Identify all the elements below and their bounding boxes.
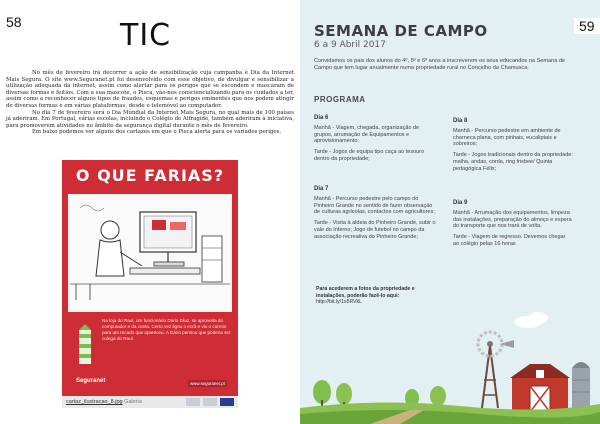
pisca-mascot-icon xyxy=(76,324,94,368)
day-item: Manhã - Percurso pedestre em ambiente de charneca plana, com pinhais, eucaliptais e sobreiros; xyxy=(453,127,561,148)
footer-note: Para acederem a fotos da propriedade e instalações, poderão fazê-lo aqui: xyxy=(316,286,415,299)
page-number-left: 58 xyxy=(6,14,22,30)
poster-filename-link[interactable]: cartaz_ilustracao_8.jpg xyxy=(66,399,123,405)
day-label: Dia 9 xyxy=(453,200,468,206)
event-date: 6 a 9 Abril 2017 xyxy=(314,40,386,50)
article-paragraph: Em baixo podemos ver alguns dos cartazes em que o Pisca alerta para os variados perigos. xyxy=(32,129,282,136)
sponsor-logos xyxy=(186,398,234,406)
day-item: Tarde - Viagem de regresso. Devemos chegar ao colégio pelas 16 horas xyxy=(453,234,566,247)
article-body xyxy=(6,70,294,136)
poster-url[interactable]: www.seguranet.pt xyxy=(190,381,225,386)
caption-suffix: Galeria xyxy=(124,399,142,405)
poster-illustration xyxy=(68,194,232,312)
cloud-icon xyxy=(514,312,548,328)
day-item: Manhã - Viagem, chegada, organização de grupos, arrumação de Equipamentos e aprovisionamento; xyxy=(314,124,420,145)
campaign-poster[interactable] xyxy=(62,160,238,396)
day-item: Tarde - Jogos tradicionais dentro da propriedade: malha, andas, corda, ring frisbee/ Quinta pedagógica Félix; xyxy=(453,152,573,172)
photos-link[interactable]: http://bit.ly/1s5RVkL xyxy=(316,299,363,306)
article-paragraph: No dia 7 de fevereiro será o Dia Mundial da Internet Mais Segura, no qual mais de 100 países já aderiram. Em Portugal, várias escolas, incluindo o Colégio de Alfragide, também aderiram à iniciativa, para promoverem atividades no âmbito da segurança digital durante o mês de fevereiro. xyxy=(6,109,294,129)
day-label: Dia 6 xyxy=(314,115,329,121)
day-item: Tarde - Jogos de equipa tipo caça ao tesouro dentro da propriedade; xyxy=(314,149,425,162)
silo-icon xyxy=(572,362,590,412)
day-block-9 xyxy=(453,200,573,252)
page-number-right: 59 xyxy=(574,18,600,34)
page-title-tic: TIC xyxy=(120,18,172,53)
day-label: Dia 8 xyxy=(453,118,468,124)
barn-icon xyxy=(510,364,570,412)
windmill-icon xyxy=(478,332,514,408)
right-page xyxy=(300,0,600,424)
day-block-7 xyxy=(314,186,436,245)
poster-headline: O QUE FARIAS? xyxy=(75,166,225,185)
poster-brand: Seguranet xyxy=(76,378,106,384)
day-block-8 xyxy=(453,118,573,177)
day-item: Tarde - Visita à aldeia do Pinheiro Grande, subir o vale do Inferno; Jogo de futebol no campo da associação recreativa do Pinheiro Grande; xyxy=(314,220,436,240)
program-heading: PROGRAMA xyxy=(314,95,366,104)
day-item: Manhã - Arrumação dos equipamentos, limpeza das instalações, preparação do almoço e espera do transporte que nos trará de volta. xyxy=(453,209,572,230)
farm-illustration xyxy=(300,300,600,424)
day-label: Dia 7 xyxy=(314,186,329,192)
day-item: Manhã - Percurso pedestre pelo campo do Pinheiro Grande no sentido de fazer observação de culturas agrícolas, contactos com agricultores; xyxy=(314,195,435,216)
article-paragraph: No mês de fevereiro irá decorrer a ação de sensibilização cuja campanha é Dia da Internet Mais Segura. O site www.Seguranet.pt foi desenvolvido com esse objetivo, de divulgar e sensibilizar a utilização adequada da internet, assim como alertar para os perigos que se escondem e mascaram de diversas formas e feitios. Com a sua mascote, o Pisca, vão-nos consciencializando para os cuidados a ter, assim como a reconhecer alguns tipos de fraudes, esquemas e perigos eminentes que nos podem atingir de diversas formas e em várias plataformas, desde o telemóvel ao computador. xyxy=(6,70,294,109)
poster-caption-bar xyxy=(62,396,238,408)
day-block-6 xyxy=(314,115,436,167)
semana-title: SEMANA DE CAMPO xyxy=(314,22,488,40)
poster-body-text: Na loja do Raul, um funcionário Dário Díaz, se aproveita do computador e da conta. Certo vez ligou o ecrã e viu o correio para um recado que apareceu. A Dário pensou que poderia ser colega do Raul. xyxy=(102,318,231,341)
event-intro: Convidamos os pais dos alunos do 4º, 5º e 6º anos a inscreverem os seus educandos na Semana de Campo que tem lugar anualmente numa propriedade rural no Concelho da Chamusca. xyxy=(314,58,566,71)
